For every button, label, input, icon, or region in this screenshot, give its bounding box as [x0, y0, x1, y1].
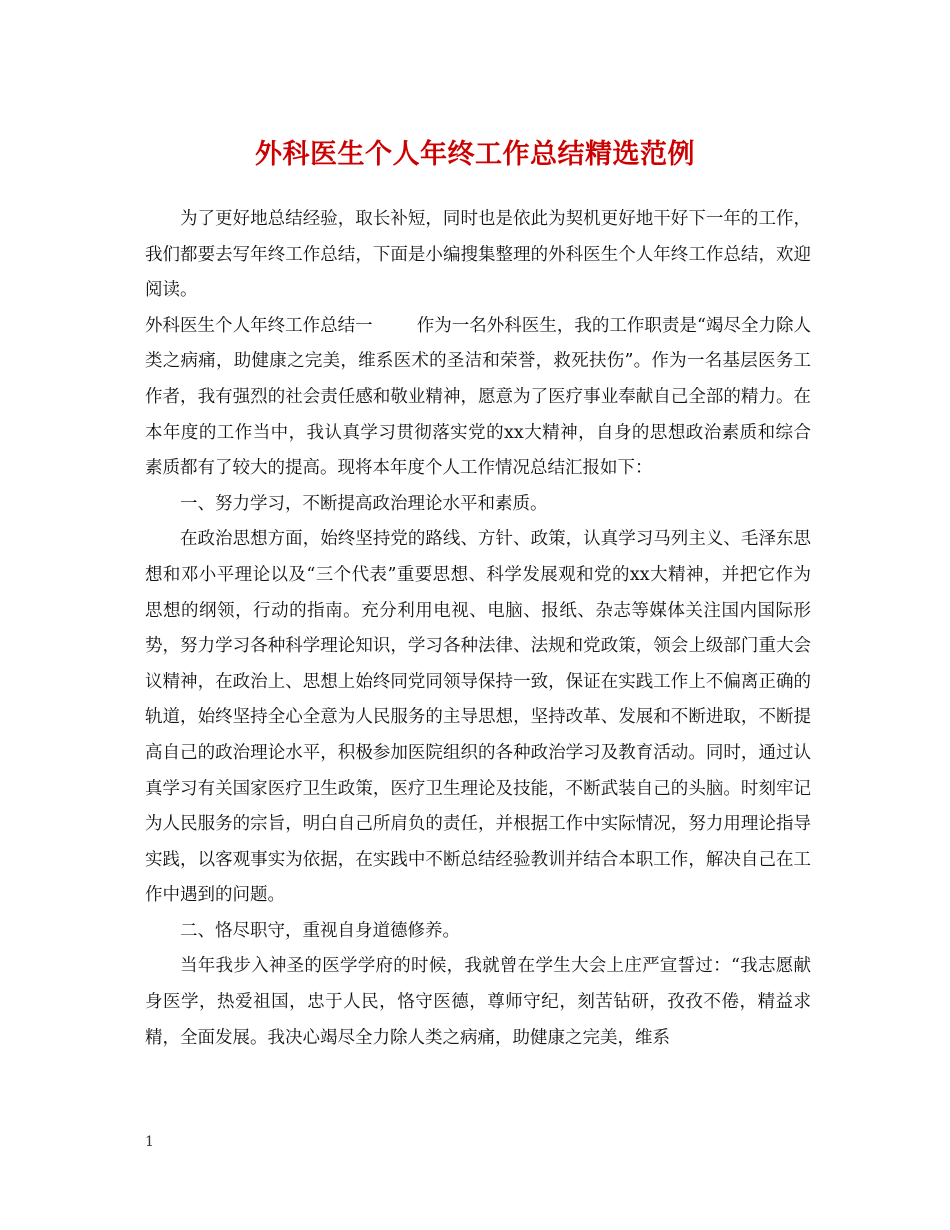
document-body — [145, 202, 811, 1056]
section-one-lead: 作为一名外科医生，我的工作职责是“竭尽全力除人类之病痛，助健康之完美，维系医术的圣洁和荣誉，救死扶伤”。作为一名基层医务工作者，我有强烈的社会责任感和敬业精神，愿意为了医疗事业奉献自己全部的精力。在本年度的工作当中，我认真学习贯彻落实党的xx大精神，自身的思想政治素质和综合素质都有了较大的提高。现将本年度个人工作情况总结汇报如下： — [145, 315, 811, 479]
point-one-heading: 一、努力学习，不断提高政治理论水平和素质。 — [180, 493, 548, 514]
point-two-heading: 二、恪尽职守，重视自身道德修养。 — [180, 920, 460, 941]
section-one-heading: 外科医生个人年终工作总结一 — [145, 315, 373, 336]
point-one-body: 在政治思想方面，始终坚持党的路线、方针、政策，认真学习马列主义、毛泽东思想和邓小平理论以及“三个代表”重要思想、科学发展观和党的xx大精神，并把它作为思想的纲领，行动的指南。充分利用电视、电脑、报纸、杂志等媒体关注国内国际形势，努力学习各种科学理论知识，学习各种法律、法规和党政策，领会上级部门重大会议精神，在政治上、思想上始终同党同领导保持一致，保证在实践工作上不偏离正确的轨道，始终坚持全心全意为人民服务的主导思想，坚持改革、发展和不断进取，不断提高自己的政治理论水平，积极参加医院组织的各种政治学习及教育活动。同时，通过认真学习有关国家医疗卫生政策，医疗卫生理论及技能，不断武装自己的头脑。时刻牢记为人民服务的宗旨，明白自己所肩负的责任，并根据工作中实际情况，努力用理论指导实践，以客观事实为依据，在实践中不断总结经验教训并结合本职工作，解决自己在工作中遇到的问题。 — [145, 529, 811, 906]
page-number: 1 — [145, 1134, 154, 1150]
section-one-paragraph — [145, 309, 811, 487]
intro-paragraph: 为了更好地总结经验，取长补短，同时也是依此为契机更好地干好下一年的工作，我们都要去写年终工作总结，下面是小编搜集整理的外科医生个人年终工作总结，欢迎阅读。 — [145, 209, 811, 301]
point-two-body: 当年我步入神圣的医学学府的时候，我就曾在学生大会上庄严宣誓过：“我志愿献身医学，热爱祖国，忠于人民，恪守医德，尊师守纪，刻苦钻研，孜孜不倦，精益求精，全面发展。我决心竭尽全力除人类之病痛，助健康之完美，维系 — [145, 956, 811, 1048]
document-title: 外科医生个人年终工作总结精选范例 — [255, 139, 695, 170]
